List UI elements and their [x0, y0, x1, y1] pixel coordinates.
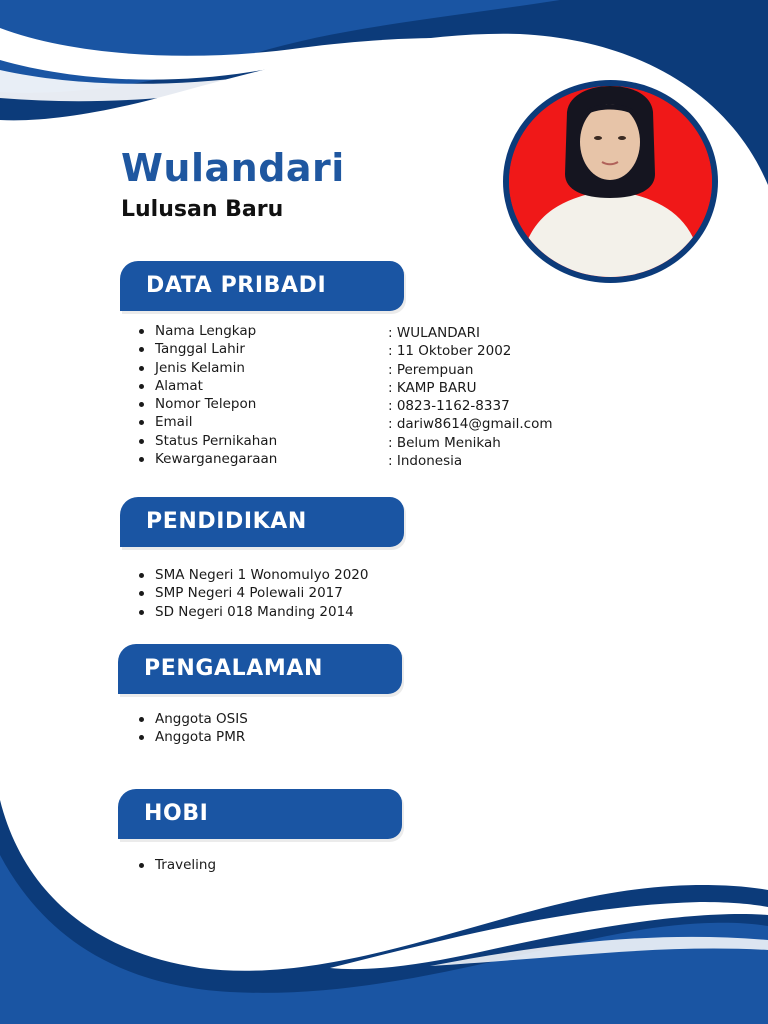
person-name: Wulandari [121, 146, 345, 190]
hobby-list [137, 856, 216, 874]
list-item: Nama Lengkap [137, 322, 277, 340]
section-header-education: PENDIDIKAN [120, 497, 404, 547]
list-item: Email [137, 413, 277, 431]
value-item: : Belum Menikah [388, 434, 501, 451]
experience-list [137, 710, 248, 747]
list-item: Tanggal Lahir [137, 340, 277, 358]
list-item: Traveling [137, 856, 216, 874]
list-item: Jenis Kelamin [137, 359, 277, 377]
value-item: : Perempuan [388, 361, 474, 378]
list-item: Status Pernikahan [137, 432, 277, 450]
person-subtitle: Lulusan Baru [121, 197, 284, 222]
profile-photo [503, 80, 718, 283]
list-item: SD Negeri 018 Manding 2014 [137, 603, 368, 621]
person-portrait-icon [509, 86, 712, 277]
education-list [137, 566, 368, 621]
list-item: SMP Negeri 4 Polewali 2017 [137, 584, 368, 602]
personal-labels-list [137, 322, 277, 468]
value-item: : KAMP BARU [388, 379, 477, 396]
list-item: Nomor Telepon [137, 395, 277, 413]
value-item: : 11 Oktober 2002 [388, 343, 512, 360]
section-header-experience: PENGALAMAN [118, 644, 402, 694]
value-item: : WULANDARI [388, 325, 480, 341]
value-item: : 0823-1162-8337 [388, 398, 510, 415]
section-header-hobby: HOBI [118, 789, 402, 839]
list-item: Alamat [137, 377, 277, 395]
value-item: : Indonesia [388, 453, 463, 470]
personal-values-list [388, 324, 553, 470]
list-item: Kewarganegaraan [137, 450, 277, 468]
list-item: Anggota OSIS [137, 710, 248, 728]
list-item: SMA Negeri 1 Wonomulyo 2020 [137, 566, 368, 584]
value-item: : dariw8614@gmail.com [388, 416, 553, 433]
section-header-personal: DATA PRIBADI [120, 261, 404, 311]
list-item: Anggota PMR [137, 728, 248, 746]
